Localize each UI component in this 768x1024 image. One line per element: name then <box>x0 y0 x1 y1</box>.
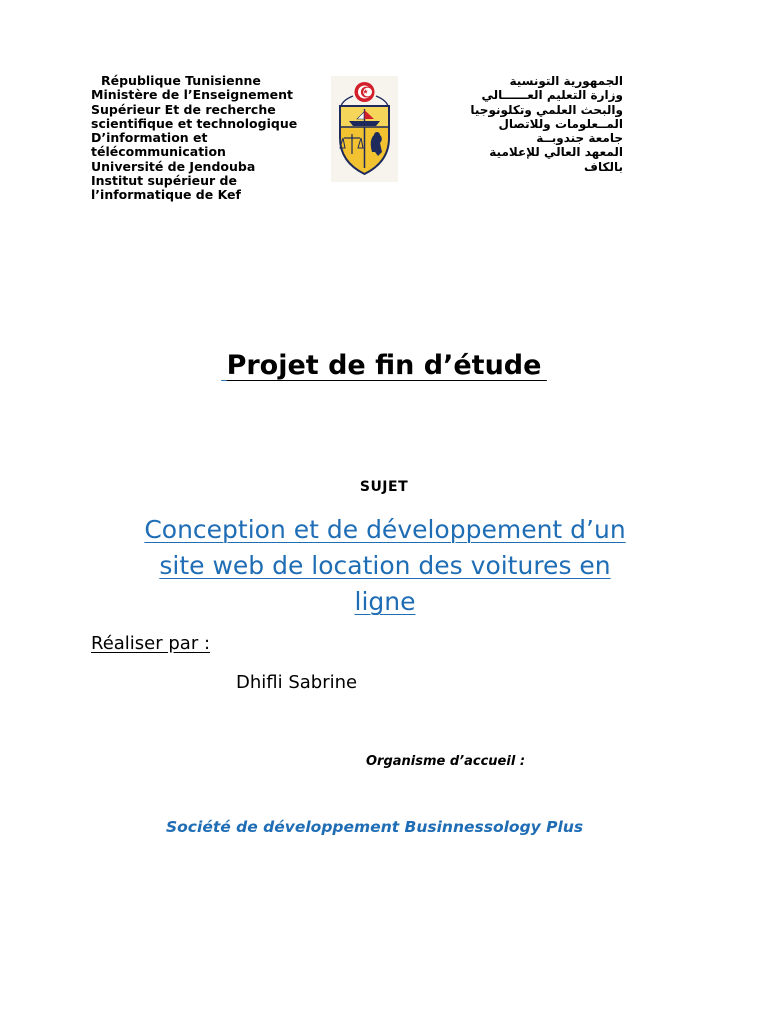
header-right-line: والبحث العلمي وتكلونوجيا <box>470 102 623 117</box>
header-right-line: جامعة جندوبــة <box>536 131 623 146</box>
header-left-line: Supérieur Et de recherche <box>91 101 276 117</box>
title-text: Projet de fin d’étude <box>226 350 542 381</box>
subject-line: Conception et de développement d’un <box>144 515 626 544</box>
header-right-line: الجمهورية التونسية <box>509 74 623 88</box>
organism-name: Société de développement Businnessology Plus <box>166 818 584 836</box>
header-left-line: Université de Jendouba <box>91 158 256 174</box>
header-right-line: بالكاف <box>584 159 623 174</box>
subject-line: site web de location des voitures en <box>159 551 611 580</box>
header-left-line: télécommunication <box>91 144 226 160</box>
header-left-line: scientifique et technologique <box>91 115 298 131</box>
header-left-institution <box>91 74 331 203</box>
header-right-institution-arabic <box>455 74 623 174</box>
organism-label: Organisme d’accueil : <box>366 754 526 769</box>
document-title <box>0 350 768 381</box>
title-trailing-mark <box>541 350 546 381</box>
subject-title <box>100 512 670 620</box>
header-left-line: Ministère de l’Enseignement <box>91 87 293 103</box>
subject-line: ligne <box>354 587 416 616</box>
header-left-line: l’informatique de Kef <box>91 187 241 203</box>
author-name: Dhifli Sabrine <box>236 672 358 693</box>
realiser-label: Réaliser par : <box>91 633 211 654</box>
header-right-line: وزارة التعليم العــــــالي <box>481 88 623 103</box>
header-right-line: المــعلومات وللاتصال <box>498 116 623 131</box>
sujet-label: SUJET <box>359 479 409 495</box>
header-left-line: Institut supérieur de <box>91 173 237 189</box>
header-left-line: République Tunisienne <box>101 73 261 88</box>
tunisia-coat-of-arms-icon <box>331 76 398 182</box>
header-right-line: المعهد العالي للإعلامية <box>489 145 623 160</box>
header-left-line: D’information et <box>91 130 208 146</box>
